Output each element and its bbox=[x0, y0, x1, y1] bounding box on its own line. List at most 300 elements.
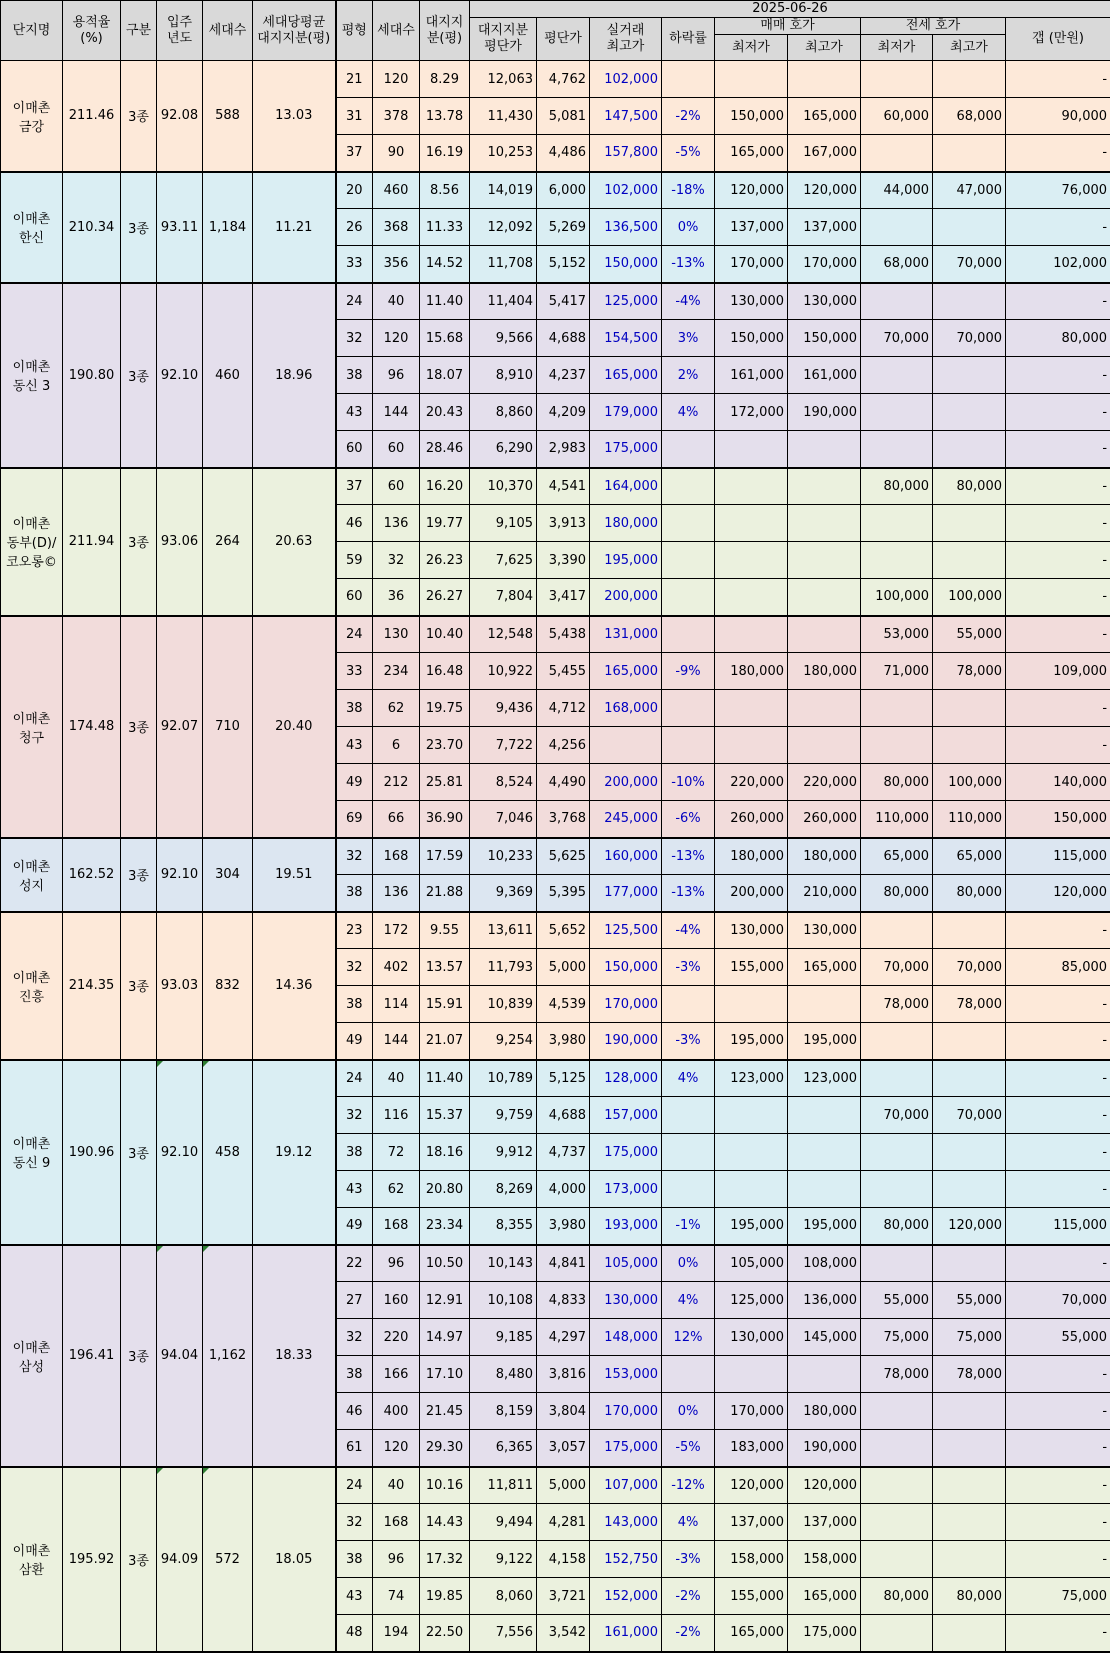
households-cell: 1,184 bbox=[203, 172, 253, 283]
land-share-cell: 10.40 bbox=[420, 616, 470, 653]
unit-households-cell: 356 bbox=[373, 246, 420, 283]
land-price-cell: 8,355 bbox=[470, 1208, 537, 1245]
table-row bbox=[1, 616, 1110, 653]
land-share-cell: 25.81 bbox=[420, 764, 470, 801]
header-zone: 구분 bbox=[121, 1, 157, 61]
jeonse-min-cell bbox=[861, 1393, 933, 1430]
zone-cell: 3종 bbox=[121, 1060, 157, 1245]
sale-min-cell bbox=[715, 727, 788, 764]
gap-cell: 75,000 bbox=[1006, 1578, 1110, 1615]
pyeong-cell: 43 bbox=[336, 1578, 373, 1615]
max-deal-cell: 175,000 bbox=[590, 1430, 662, 1467]
max-deal-cell: 148,000 bbox=[590, 1319, 662, 1356]
py-price-cell: 4,688 bbox=[537, 1097, 590, 1134]
avg-land-cell: 20.63 bbox=[253, 468, 336, 616]
py-price-cell: 3,768 bbox=[537, 801, 590, 838]
unit-households-cell: 40 bbox=[373, 283, 420, 320]
unit-households-cell: 36 bbox=[373, 579, 420, 616]
far-cell: 210.34 bbox=[63, 172, 121, 283]
gap-cell: - bbox=[1006, 1541, 1110, 1578]
pyeong-cell: 43 bbox=[336, 1171, 373, 1208]
unit-households-cell: 136 bbox=[373, 505, 420, 542]
max-deal-cell: 143,000 bbox=[590, 1504, 662, 1541]
max-deal-cell: 165,000 bbox=[590, 357, 662, 394]
pyeong-cell: 38 bbox=[336, 986, 373, 1023]
land-price-cell: 8,159 bbox=[470, 1393, 537, 1430]
avg-land-cell: 11.21 bbox=[253, 172, 336, 283]
sale-max-cell bbox=[788, 431, 861, 468]
table-row bbox=[1, 838, 1110, 875]
sale-min-cell: 200,000 bbox=[715, 875, 788, 912]
gap-cell: - bbox=[1006, 61, 1110, 98]
sale-min-cell: 180,000 bbox=[715, 838, 788, 875]
land-price-cell: 10,839 bbox=[470, 986, 537, 1023]
max-deal-cell: 161,000 bbox=[590, 1615, 662, 1652]
sale-min-cell bbox=[715, 1097, 788, 1134]
gap-cell: - bbox=[1006, 1097, 1110, 1134]
drop-cell: -6% bbox=[662, 801, 715, 838]
land-price-cell: 6,365 bbox=[470, 1430, 537, 1467]
land-share-cell: 16.20 bbox=[420, 468, 470, 505]
unit-households-cell: 234 bbox=[373, 653, 420, 690]
drop-cell: 0% bbox=[662, 1245, 715, 1282]
unit-households-cell: 74 bbox=[373, 1578, 420, 1615]
jeonse-max-cell bbox=[933, 542, 1006, 579]
land-share-cell: 11.33 bbox=[420, 209, 470, 246]
gap-cell: 102,000 bbox=[1006, 246, 1110, 283]
land-share-cell: 11.40 bbox=[420, 1060, 470, 1097]
far-cell: 211.46 bbox=[63, 61, 121, 172]
complex-name-cell: 이매촌 한신 bbox=[1, 172, 63, 283]
year-cell: 93.06 bbox=[157, 468, 203, 616]
sale-min-cell: 150,000 bbox=[715, 98, 788, 135]
py-price-cell: 5,269 bbox=[537, 209, 590, 246]
sale-min-cell: 155,000 bbox=[715, 1578, 788, 1615]
year-cell: 92.10 bbox=[157, 1060, 203, 1245]
pyeong-cell: 38 bbox=[336, 1541, 373, 1578]
drop-cell: -3% bbox=[662, 949, 715, 986]
header-sale-min: 최저가 bbox=[715, 35, 788, 61]
land-price-cell: 9,436 bbox=[470, 690, 537, 727]
gap-cell: - bbox=[1006, 209, 1110, 246]
unit-households-cell: 212 bbox=[373, 764, 420, 801]
sale-min-cell: 123,000 bbox=[715, 1060, 788, 1097]
sale-max-cell: 130,000 bbox=[788, 912, 861, 949]
jeonse-min-cell bbox=[861, 1467, 933, 1504]
max-deal-cell: 180,000 bbox=[590, 505, 662, 542]
pyeong-cell: 23 bbox=[336, 912, 373, 949]
jeonse-min-cell: 80,000 bbox=[861, 875, 933, 912]
py-price-cell: 3,057 bbox=[537, 1430, 590, 1467]
sale-max-cell: 210,000 bbox=[788, 875, 861, 912]
sale-min-cell: 158,000 bbox=[715, 1541, 788, 1578]
drop-cell bbox=[662, 579, 715, 616]
land-share-cell: 17.10 bbox=[420, 1356, 470, 1393]
land-price-cell: 6,290 bbox=[470, 431, 537, 468]
land-share-cell: 18.16 bbox=[420, 1134, 470, 1171]
jeonse-max-cell bbox=[933, 431, 1006, 468]
gap-cell: - bbox=[1006, 1134, 1110, 1171]
sale-min-cell: 195,000 bbox=[715, 1023, 788, 1060]
sale-min-cell: 130,000 bbox=[715, 283, 788, 320]
header-land-share: 대지지 분(평) bbox=[420, 1, 470, 61]
jeonse-max-cell: 78,000 bbox=[933, 1356, 1006, 1393]
sale-max-cell: 180,000 bbox=[788, 838, 861, 875]
jeonse-min-cell bbox=[861, 912, 933, 949]
py-price-cell: 5,000 bbox=[537, 949, 590, 986]
unit-households-cell: 90 bbox=[373, 135, 420, 172]
jeonse-max-cell bbox=[933, 1615, 1006, 1652]
gap-cell: 140,000 bbox=[1006, 764, 1110, 801]
jeonse-max-cell bbox=[933, 1467, 1006, 1504]
pyeong-cell: 38 bbox=[336, 357, 373, 394]
gap-cell: - bbox=[1006, 431, 1110, 468]
pyeong-cell: 24 bbox=[336, 1467, 373, 1504]
jeonse-max-cell: 120,000 bbox=[933, 1208, 1006, 1245]
land-share-cell: 26.27 bbox=[420, 579, 470, 616]
land-price-cell: 8,480 bbox=[470, 1356, 537, 1393]
max-deal-cell: 193,000 bbox=[590, 1208, 662, 1245]
jeonse-min-cell bbox=[861, 1134, 933, 1171]
header-land-price: 대지지분 평단가 bbox=[470, 18, 537, 61]
max-deal-cell: 195,000 bbox=[590, 542, 662, 579]
jeonse-max-cell: 80,000 bbox=[933, 1578, 1006, 1615]
far-cell: 196.41 bbox=[63, 1245, 121, 1467]
unit-households-cell: 60 bbox=[373, 468, 420, 505]
unit-households-cell: 114 bbox=[373, 986, 420, 1023]
complex-name-cell: 이매촌 동부(D)/ 코오롱© bbox=[1, 468, 63, 616]
complex-name-cell: 이매촌 삼환 bbox=[1, 1467, 63, 1652]
land-share-cell: 19.85 bbox=[420, 1578, 470, 1615]
max-deal-cell: 130,000 bbox=[590, 1282, 662, 1319]
gap-cell: - bbox=[1006, 1023, 1110, 1060]
py-price-cell: 4,297 bbox=[537, 1319, 590, 1356]
unit-households-cell: 120 bbox=[373, 61, 420, 98]
sale-min-cell: 220,000 bbox=[715, 764, 788, 801]
sale-max-cell bbox=[788, 727, 861, 764]
land-price-cell: 10,233 bbox=[470, 838, 537, 875]
unit-households-cell: 400 bbox=[373, 1393, 420, 1430]
gap-cell: - bbox=[1006, 1504, 1110, 1541]
sale-max-cell: 170,000 bbox=[788, 246, 861, 283]
drop-cell bbox=[662, 1134, 715, 1171]
pyeong-cell: 33 bbox=[336, 246, 373, 283]
max-deal-cell: 245,000 bbox=[590, 801, 662, 838]
max-deal-cell: 105,000 bbox=[590, 1245, 662, 1282]
sale-max-cell: 120,000 bbox=[788, 172, 861, 209]
land-share-cell: 10.50 bbox=[420, 1245, 470, 1282]
gap-cell: 85,000 bbox=[1006, 949, 1110, 986]
gap-cell: 90,000 bbox=[1006, 98, 1110, 135]
drop-cell: 3% bbox=[662, 320, 715, 357]
drop-cell: -12% bbox=[662, 1467, 715, 1504]
jeonse-max-cell bbox=[933, 1134, 1006, 1171]
complex-group bbox=[1, 468, 1110, 616]
jeonse-max-cell: 110,000 bbox=[933, 801, 1006, 838]
sale-max-cell: 130,000 bbox=[788, 283, 861, 320]
jeonse-max-cell bbox=[933, 1060, 1006, 1097]
households-cell: 460 bbox=[203, 283, 253, 468]
drop-cell: -18% bbox=[662, 172, 715, 209]
land-price-cell: 8,860 bbox=[470, 394, 537, 431]
unit-households-cell: 60 bbox=[373, 431, 420, 468]
jeonse-max-cell bbox=[933, 1504, 1006, 1541]
sale-max-cell: 137,000 bbox=[788, 209, 861, 246]
sale-min-cell: 120,000 bbox=[715, 1467, 788, 1504]
unit-households-cell: 120 bbox=[373, 320, 420, 357]
gap-cell: - bbox=[1006, 727, 1110, 764]
sale-min-cell bbox=[715, 579, 788, 616]
complex-name-cell: 이매촌 진흥 bbox=[1, 912, 63, 1060]
py-price-cell: 4,841 bbox=[537, 1245, 590, 1282]
land-share-cell: 19.77 bbox=[420, 505, 470, 542]
header-date: 2025-06-26 bbox=[470, 1, 1110, 18]
gap-cell: - bbox=[1006, 357, 1110, 394]
land-share-cell: 16.48 bbox=[420, 653, 470, 690]
land-share-cell: 23.70 bbox=[420, 727, 470, 764]
unit-households-cell: 130 bbox=[373, 616, 420, 653]
sale-max-cell bbox=[788, 505, 861, 542]
complex-name-cell: 이매촌 동신 9 bbox=[1, 1060, 63, 1245]
header-sale-group: 매매 호가 bbox=[715, 18, 861, 35]
land-share-cell: 8.56 bbox=[420, 172, 470, 209]
complex-group bbox=[1, 172, 1110, 283]
py-price-cell: 4,158 bbox=[537, 1541, 590, 1578]
land-share-cell: 23.34 bbox=[420, 1208, 470, 1245]
jeonse-min-cell: 65,000 bbox=[861, 838, 933, 875]
land-price-cell: 14,019 bbox=[470, 172, 537, 209]
avg-land-cell: 18.05 bbox=[253, 1467, 336, 1652]
gap-cell: 120,000 bbox=[1006, 875, 1110, 912]
max-deal-cell: 131,000 bbox=[590, 616, 662, 653]
table-row bbox=[1, 283, 1110, 320]
sale-min-cell bbox=[715, 1356, 788, 1393]
land-share-cell: 11.40 bbox=[420, 283, 470, 320]
avg-land-cell: 19.51 bbox=[253, 838, 336, 912]
unit-households-cell: 96 bbox=[373, 357, 420, 394]
py-price-cell: 4,256 bbox=[537, 727, 590, 764]
drop-cell bbox=[662, 431, 715, 468]
complex-group bbox=[1, 61, 1110, 172]
header-households: 세대수 bbox=[203, 1, 253, 61]
land-share-cell: 29.30 bbox=[420, 1430, 470, 1467]
drop-cell bbox=[662, 1097, 715, 1134]
sale-min-cell: 180,000 bbox=[715, 653, 788, 690]
jeonse-min-cell bbox=[861, 431, 933, 468]
py-price-cell: 3,417 bbox=[537, 579, 590, 616]
land-price-cell: 10,922 bbox=[470, 653, 537, 690]
sale-max-cell: 136,000 bbox=[788, 1282, 861, 1319]
sale-min-cell bbox=[715, 61, 788, 98]
table-row bbox=[1, 1060, 1110, 1097]
jeonse-min-cell: 60,000 bbox=[861, 98, 933, 135]
land-price-cell: 7,722 bbox=[470, 727, 537, 764]
max-deal-cell bbox=[590, 727, 662, 764]
py-price-cell: 4,000 bbox=[537, 1171, 590, 1208]
jeonse-max-cell: 75,000 bbox=[933, 1319, 1006, 1356]
land-share-cell: 21.88 bbox=[420, 875, 470, 912]
sale-max-cell bbox=[788, 468, 861, 505]
pyeong-cell: 38 bbox=[336, 1134, 373, 1171]
max-deal-cell: 200,000 bbox=[590, 579, 662, 616]
pyeong-cell: 32 bbox=[336, 320, 373, 357]
gap-cell: - bbox=[1006, 135, 1110, 172]
sale-max-cell bbox=[788, 616, 861, 653]
sale-max-cell: 180,000 bbox=[788, 653, 861, 690]
drop-cell: 4% bbox=[662, 394, 715, 431]
land-price-cell: 9,122 bbox=[470, 1541, 537, 1578]
max-deal-cell: 160,000 bbox=[590, 838, 662, 875]
py-price-cell: 3,390 bbox=[537, 542, 590, 579]
sale-min-cell: 170,000 bbox=[715, 1393, 788, 1430]
jeonse-min-cell: 44,000 bbox=[861, 172, 933, 209]
gap-cell: - bbox=[1006, 394, 1110, 431]
sale-min-cell: 195,000 bbox=[715, 1208, 788, 1245]
drop-cell: -3% bbox=[662, 1541, 715, 1578]
py-price-cell: 4,237 bbox=[537, 357, 590, 394]
land-price-cell: 10,370 bbox=[470, 468, 537, 505]
unit-households-cell: 194 bbox=[373, 1615, 420, 1652]
drop-cell: 4% bbox=[662, 1282, 715, 1319]
py-price-cell: 4,209 bbox=[537, 394, 590, 431]
land-share-cell: 21.07 bbox=[420, 1023, 470, 1060]
jeonse-max-cell: 100,000 bbox=[933, 579, 1006, 616]
unit-households-cell: 144 bbox=[373, 394, 420, 431]
sale-min-cell bbox=[715, 1171, 788, 1208]
jeonse-max-cell: 80,000 bbox=[933, 468, 1006, 505]
sale-min-cell: 130,000 bbox=[715, 912, 788, 949]
jeonse-max-cell: 70,000 bbox=[933, 246, 1006, 283]
header-jeonse-max: 최고가 bbox=[933, 35, 1006, 61]
py-price-cell: 4,486 bbox=[537, 135, 590, 172]
jeonse-max-cell: 70,000 bbox=[933, 320, 1006, 357]
land-price-cell: 11,430 bbox=[470, 98, 537, 135]
drop-cell: -2% bbox=[662, 98, 715, 135]
land-price-cell: 11,404 bbox=[470, 283, 537, 320]
sale-max-cell bbox=[788, 1356, 861, 1393]
max-deal-cell: 165,000 bbox=[590, 653, 662, 690]
jeonse-min-cell: 80,000 bbox=[861, 764, 933, 801]
households-cell: 304 bbox=[203, 838, 253, 912]
pyeong-cell: 33 bbox=[336, 653, 373, 690]
gap-cell: 70,000 bbox=[1006, 1282, 1110, 1319]
jeonse-min-cell: 70,000 bbox=[861, 949, 933, 986]
complex-name-cell: 이매촌 삼성 bbox=[1, 1245, 63, 1467]
py-price-cell: 3,980 bbox=[537, 1208, 590, 1245]
land-price-cell: 9,254 bbox=[470, 1023, 537, 1060]
land-price-cell: 10,143 bbox=[470, 1245, 537, 1282]
header-far: 용적율 (%) bbox=[63, 1, 121, 61]
jeonse-max-cell: 70,000 bbox=[933, 949, 1006, 986]
gap-cell: - bbox=[1006, 1060, 1110, 1097]
drop-cell bbox=[662, 690, 715, 727]
households-cell: 572 bbox=[203, 1467, 253, 1652]
land-price-cell: 9,105 bbox=[470, 505, 537, 542]
zone-cell: 3종 bbox=[121, 616, 157, 838]
max-deal-cell: 147,500 bbox=[590, 98, 662, 135]
sale-max-cell bbox=[788, 61, 861, 98]
header-max-deal: 실거래 최고가 bbox=[590, 18, 662, 61]
zone-cell: 3종 bbox=[121, 912, 157, 1060]
drop-cell bbox=[662, 986, 715, 1023]
py-price-cell: 5,417 bbox=[537, 283, 590, 320]
sale-min-cell: 105,000 bbox=[715, 1245, 788, 1282]
jeonse-min-cell: 55,000 bbox=[861, 1282, 933, 1319]
jeonse-min-cell bbox=[861, 1171, 933, 1208]
land-share-cell: 36.90 bbox=[420, 801, 470, 838]
sale-max-cell: 161,000 bbox=[788, 357, 861, 394]
jeonse-max-cell bbox=[933, 357, 1006, 394]
land-price-cell: 8,269 bbox=[470, 1171, 537, 1208]
py-price-cell: 3,804 bbox=[537, 1393, 590, 1430]
pyeong-cell: 49 bbox=[336, 1208, 373, 1245]
gap-cell: - bbox=[1006, 690, 1110, 727]
py-price-cell: 4,712 bbox=[537, 690, 590, 727]
sale-min-cell: 130,000 bbox=[715, 1319, 788, 1356]
pyeong-cell: 37 bbox=[336, 468, 373, 505]
land-share-cell: 15.91 bbox=[420, 986, 470, 1023]
sale-min-cell: 165,000 bbox=[715, 135, 788, 172]
pyeong-cell: 59 bbox=[336, 542, 373, 579]
jeonse-min-cell: 80,000 bbox=[861, 1578, 933, 1615]
gap-cell: 115,000 bbox=[1006, 838, 1110, 875]
jeonse-min-cell bbox=[861, 357, 933, 394]
py-price-cell: 4,833 bbox=[537, 1282, 590, 1319]
gap-cell: - bbox=[1006, 1430, 1110, 1467]
py-price-cell: 4,541 bbox=[537, 468, 590, 505]
sale-min-cell bbox=[715, 1134, 788, 1171]
unit-households-cell: 220 bbox=[373, 1319, 420, 1356]
land-share-cell: 14.43 bbox=[420, 1504, 470, 1541]
unit-households-cell: 136 bbox=[373, 875, 420, 912]
pyeong-cell: 32 bbox=[336, 1319, 373, 1356]
pyeong-cell: 32 bbox=[336, 1504, 373, 1541]
jeonse-min-cell: 53,000 bbox=[861, 616, 933, 653]
land-share-cell: 15.37 bbox=[420, 1097, 470, 1134]
avg-land-cell: 18.33 bbox=[253, 1245, 336, 1467]
jeonse-min-cell bbox=[861, 1060, 933, 1097]
land-share-cell: 26.23 bbox=[420, 542, 470, 579]
gap-cell: 150,000 bbox=[1006, 801, 1110, 838]
jeonse-max-cell bbox=[933, 1430, 1006, 1467]
households-cell: 458 bbox=[203, 1060, 253, 1245]
gap-cell: - bbox=[1006, 912, 1110, 949]
sale-max-cell: 260,000 bbox=[788, 801, 861, 838]
pyeong-cell: 43 bbox=[336, 727, 373, 764]
sale-min-cell: 172,000 bbox=[715, 394, 788, 431]
header-jeonse-min: 최저가 bbox=[861, 35, 933, 61]
jeonse-max-cell: 78,000 bbox=[933, 986, 1006, 1023]
gap-cell: - bbox=[1006, 468, 1110, 505]
table-row bbox=[1, 61, 1110, 98]
max-deal-cell: 170,000 bbox=[590, 1393, 662, 1430]
unit-households-cell: 96 bbox=[373, 1541, 420, 1578]
pyeong-cell: 69 bbox=[336, 801, 373, 838]
py-price-cell: 3,980 bbox=[537, 1023, 590, 1060]
header-avg-land: 세대당평균 대지지분(평) bbox=[253, 1, 336, 61]
table-row bbox=[1, 1467, 1110, 1504]
drop-cell: -13% bbox=[662, 246, 715, 283]
sale-min-cell: 161,000 bbox=[715, 357, 788, 394]
sale-min-cell: 183,000 bbox=[715, 1430, 788, 1467]
drop-cell: 0% bbox=[662, 209, 715, 246]
pyeong-cell: 24 bbox=[336, 616, 373, 653]
jeonse-min-cell bbox=[861, 1615, 933, 1652]
py-price-cell: 4,539 bbox=[537, 986, 590, 1023]
jeonse-max-cell bbox=[933, 1393, 1006, 1430]
land-price-cell: 10,789 bbox=[470, 1060, 537, 1097]
sale-min-cell bbox=[715, 542, 788, 579]
